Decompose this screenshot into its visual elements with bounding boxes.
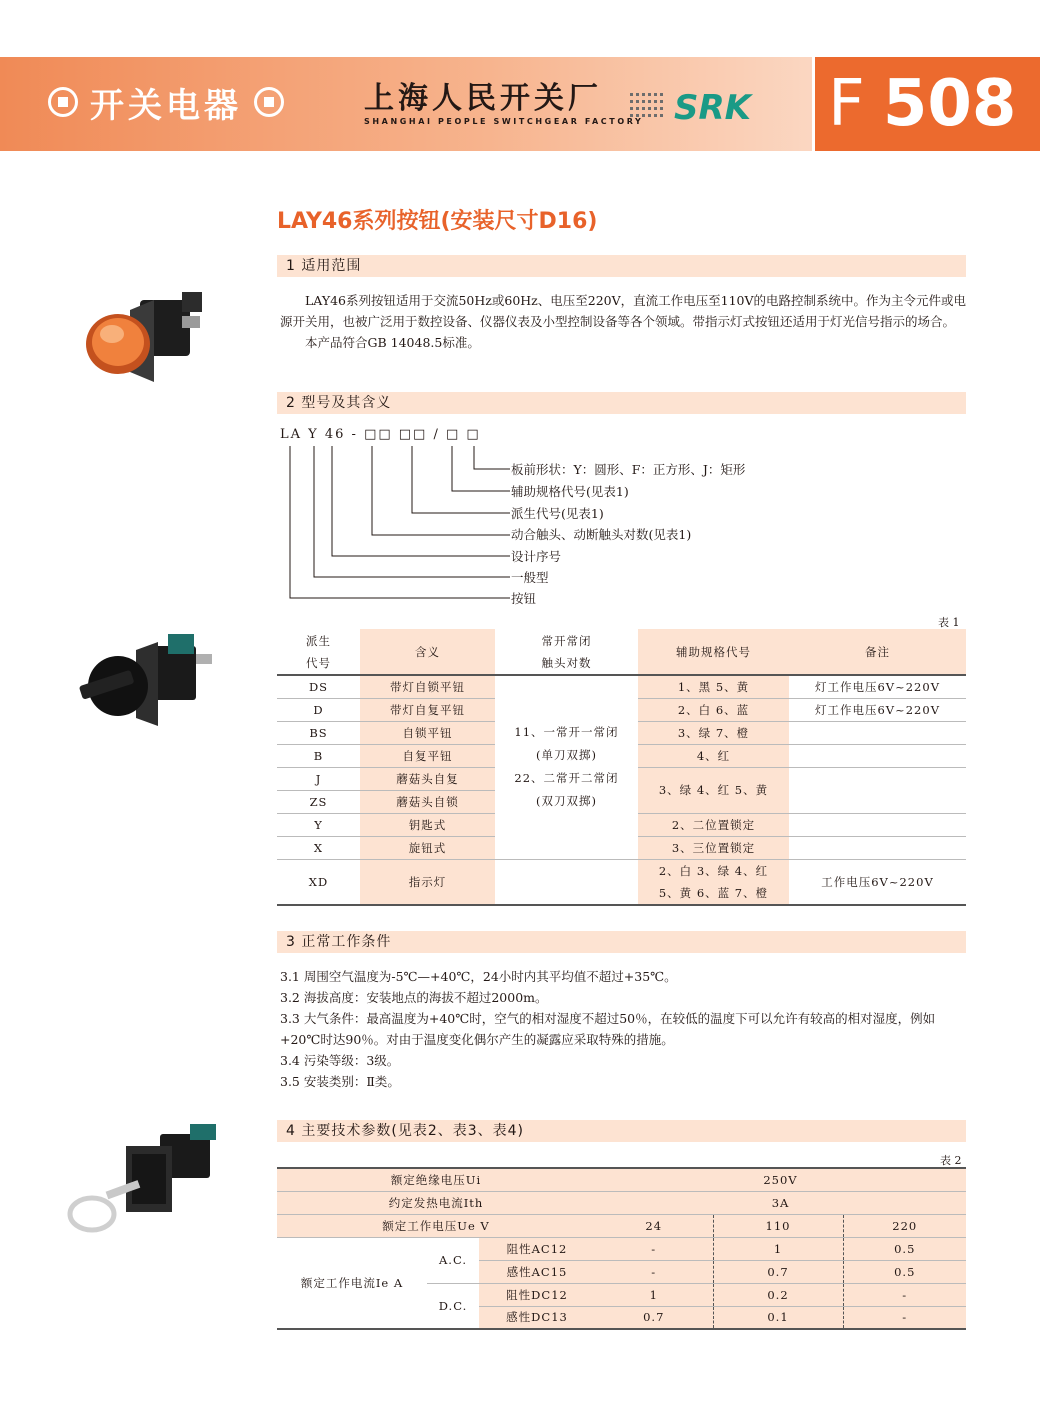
cell-meaning: 蘑菇头自锁 [360, 790, 495, 813]
standard-note: 本产品符合GB 14048.5标准。 [305, 335, 480, 350]
cell-remark [789, 721, 966, 744]
table2-caption: 表 2 [940, 1154, 962, 1167]
model-code: LA Y 46 - □□ □□ / □ □ [280, 427, 481, 442]
cell-value: 0.5 [843, 1260, 966, 1283]
cell-value: 0.2 [713, 1283, 843, 1306]
cell-ui-label: 额定绝缘电压Ui [277, 1168, 595, 1191]
legend-aux-spec: 辅助规格代号(见表1) [511, 484, 629, 499]
cell-meaning: 带灯自锁平钮 [360, 675, 495, 698]
cell-value: 1 [713, 1237, 843, 1260]
th-meaning: 含义 [360, 629, 495, 675]
cell-ue-value: 110 [713, 1214, 843, 1237]
cell-value: - [843, 1283, 966, 1306]
cell-category: 感性AC15 [479, 1260, 595, 1283]
model-code-diagram [280, 444, 520, 604]
company-name-zh: 上海人民开关厂 [364, 81, 602, 116]
cell-meaning: 自复平钮 [360, 744, 495, 767]
company-name [364, 83, 643, 126]
table2 [277, 1167, 966, 1330]
scope-text [280, 290, 970, 353]
cell-ith-value: 3A [595, 1191, 966, 1214]
th-code: 派生 代号 [277, 629, 360, 675]
legend-panel-shape: 板前形状：Y：圆形、F：正方形、J：矩形 [511, 462, 746, 477]
cell-aux: 2、白 6、蓝 [638, 698, 789, 721]
legend-design-no: 设计序号 [511, 549, 562, 564]
cell-ac: A.C. [427, 1237, 479, 1283]
cell-value: - [595, 1237, 713, 1260]
product-photo-key-switch [62, 1124, 222, 1244]
cell-code: Y [277, 813, 360, 836]
cell-ith-label: 约定发热电流Ith [277, 1191, 595, 1214]
cell-value: 0.5 [843, 1237, 966, 1260]
bullet-icon [48, 87, 78, 117]
table-row [277, 1168, 966, 1191]
table-row [277, 1214, 966, 1237]
cell-code: DS [277, 675, 360, 698]
scope-paragraph: LAY46系列按钮适用于交流50Hz或60Hz、电压至220V，直流工作电压至110V的电路控制系统中。作为主令元件或电源开关用，也被广泛用于数控设备、仪器仪表及小型控制设备等各个领域。带指示灯式按钮还适用于灯光信号指示的场合。 [280, 293, 967, 329]
legend-contact-pairs: 动合触头、动断触头对数(见表1) [511, 527, 692, 542]
table1 [277, 629, 966, 906]
cell-meaning: 自锁平钮 [360, 721, 495, 744]
bullet-icon [254, 87, 284, 117]
cell-contacts [495, 859, 638, 905]
conditions-list [280, 966, 970, 1092]
cell-ue-value: 24 [595, 1214, 713, 1237]
product-photo-rotary-knob [76, 632, 216, 732]
cell-remark [789, 836, 966, 859]
table-row [277, 859, 966, 905]
table1-caption: 表 1 [938, 616, 960, 629]
th-remarks: 备注 [789, 629, 966, 675]
cell-aux: 1、黑 5、黄 [638, 675, 789, 698]
legend-general-type: 一般型 [511, 570, 549, 585]
cell-code: ZS [277, 790, 360, 813]
cell-ue-value: 220 [843, 1214, 966, 1237]
company-name-en: SHANGHAI PEOPLE SWITCHGEAR FACTORY [364, 117, 644, 126]
condition-item: 3.2 海拔高度：安装地点的海拔不超过2000m。 [280, 990, 548, 1005]
cell-aux: 4、红 [638, 744, 789, 767]
cell-meaning: 蘑菇头自复 [360, 767, 495, 790]
srk-logo [628, 83, 788, 127]
section-heading-scope: 1 适用范围 [277, 255, 966, 277]
cell-value: 1 [595, 1283, 713, 1306]
product-photo-round-button [82, 286, 212, 386]
cell-code: B [277, 744, 360, 767]
cell-aux: 2、二位置锁定 [638, 813, 789, 836]
cell-aux: 2、白 3、绿 4、红 5、黄 6、蓝 7、橙 [638, 859, 789, 905]
section-heading-model: 2 型号及其含义 [277, 392, 966, 414]
cell-ue-label: 额定工作电压Ue V [277, 1214, 595, 1237]
srk-logo-text: SRK [674, 88, 752, 127]
table1-header [277, 629, 966, 675]
header-banner [0, 57, 1040, 151]
cell-dc: D.C. [427, 1283, 479, 1329]
cell-remark: 工作电压6V~220V [789, 859, 966, 905]
page-letter: F [828, 67, 865, 141]
cell-category: 感性DC13 [479, 1306, 595, 1329]
th-aux: 辅助规格代号 [638, 629, 789, 675]
cell-meaning: 带灯自复平钮 [360, 698, 495, 721]
table-row [277, 1191, 966, 1214]
cell-value: - [843, 1306, 966, 1329]
cell-aux: 3、绿 7、橙 [638, 721, 789, 744]
cell-code: X [277, 836, 360, 859]
section-heading-params: 4 主要技术参数(见表2、表3、表4) [277, 1120, 966, 1142]
cell-value: 0.7 [713, 1260, 843, 1283]
cell-category: 阻性AC12 [479, 1237, 595, 1260]
cell-remark [789, 813, 966, 836]
cell-aux: 3、三位置锁定 [638, 836, 789, 859]
legend-button: 按钮 [511, 591, 537, 606]
category-label [48, 79, 284, 125]
cell-meaning: 旋钮式 [360, 836, 495, 859]
cell-remark: 灯工作电压6V~220V [789, 675, 966, 698]
page-num: 508 [882, 67, 1017, 141]
cell-remark: 灯工作电压6V~220V [789, 698, 966, 721]
condition-item: 3.3 大气条件：最高温度为+40℃时，空气的相对湿度不超过50％，在较低的温度下可以允许有较高的相对湿度，例如+20℃时达90％。对由于温度变化偶尔产生的凝露应采取特殊的措施。 [280, 1011, 936, 1047]
condition-item: 3.4 污染等级：3级。 [280, 1053, 400, 1068]
cell-meaning: 指示灯 [360, 859, 495, 905]
cell-code: XD [277, 859, 360, 905]
cell-value: - [595, 1260, 713, 1283]
cell-meaning: 钥匙式 [360, 813, 495, 836]
condition-item: 3.5 安装类别：Ⅱ类。 [280, 1074, 400, 1089]
cell-code: BS [277, 721, 360, 744]
cell-contacts: 11、一常开一常闭 (单刀双掷) 22、二常开二常闭 (双刀双掷) [495, 675, 638, 859]
table-row [277, 675, 966, 698]
th-contacts: 常开常闭 触头对数 [495, 629, 638, 675]
cell-category: 阻性DC12 [479, 1283, 595, 1306]
cell-remark [789, 744, 966, 767]
cell-ie-label: 额定工作电流Ie A [277, 1237, 427, 1329]
category-text: 开关电器 [90, 85, 242, 126]
cell-value: 0.7 [595, 1306, 713, 1329]
page-title: LAY46系列按钮(安装尺寸D16) [277, 209, 598, 234]
cell-code: D [277, 698, 360, 721]
page-number [828, 69, 1016, 139]
section-heading-conditions: 3 正常工作条件 [277, 931, 966, 953]
cell-value: 0.1 [713, 1306, 843, 1329]
condition-item: 3.1 周围空气温度为-5℃—+40℃，24小时内其平均值不超过+35℃。 [280, 969, 677, 984]
cell-aux: 3、绿 4、红 5、黄 [638, 767, 789, 813]
cell-code: J [277, 767, 360, 790]
cell-remark [789, 767, 966, 813]
legend-derivative: 派生代号(见表1) [511, 506, 604, 521]
cell-ui-value: 250V [595, 1168, 966, 1191]
table-row [277, 1237, 966, 1260]
